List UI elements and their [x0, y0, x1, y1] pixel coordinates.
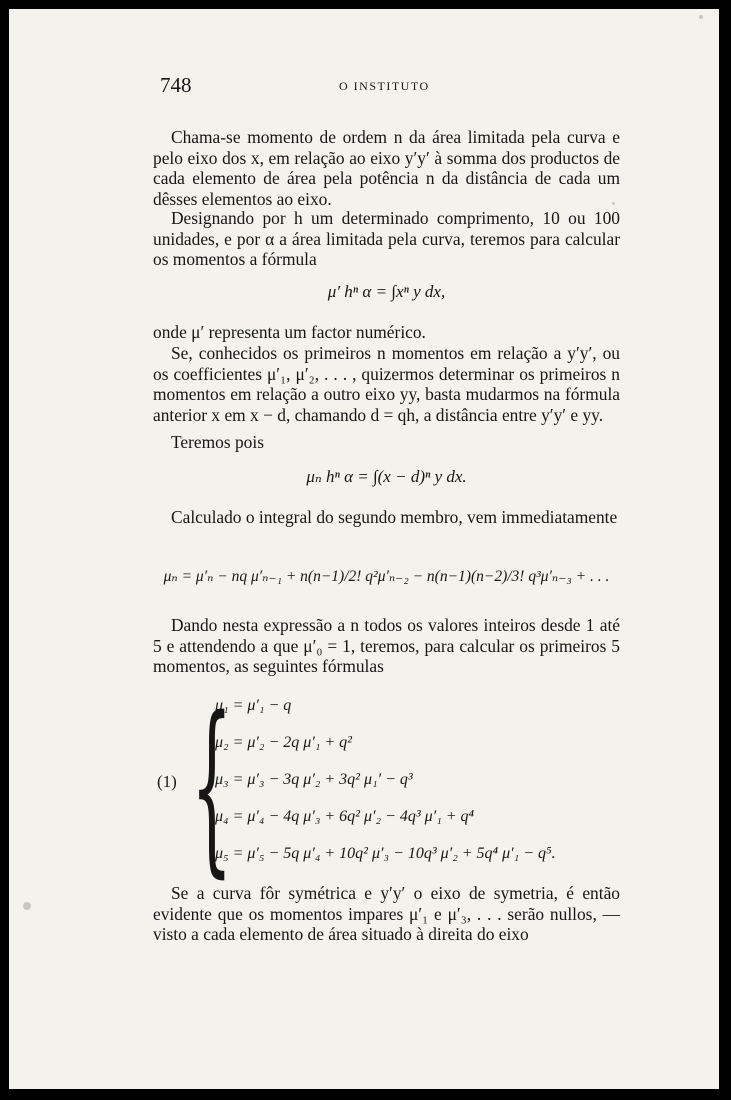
- system-line-3: μ₃ = μ′₃ − 3q μ′₂ + 3q² μ₁′ − q³: [215, 771, 413, 788]
- paper-speck: [699, 15, 703, 19]
- equation-shifted-moment: μₙ hⁿ α = ∫(x − d)ⁿ y dx.: [306, 467, 467, 486]
- paper-stain: [23, 902, 31, 910]
- system-line-1: μ₁ = μ′₁ − q: [215, 697, 292, 714]
- system-line-4: μ₄ = μ′₄ − 4q μ′₃ + 6q² μ′₂ − 4q³ μ′₁ + q⁴: [215, 808, 475, 825]
- paragraph-symmetry: Se a curva fôr symétrica e y′y′ o eixo de symetria, é então evidente que os momentos impares μ′₁ e μ′₃, . . . serão nullos, — visto a cada elemento de área situado à direita do eixo: [153, 883, 620, 944]
- equation-moment: μ′ hⁿ α = ∫xⁿ y dx,: [327, 282, 446, 301]
- left-brace: {: [191, 677, 233, 894]
- paper-speck: [612, 202, 615, 205]
- page-header: [9, 73, 719, 103]
- paragraph-values: Dando nesta expressão a n todos os valores inteiros desde 1 até 5 e attendendo a que μ′₀ = 1, teremos, para calcular os primeiros 5 momentos, as seguintes fórmulas: [153, 615, 620, 676]
- equation-expansion: μₙ = μ′ₙ − nq μ′ₙ₋₁ + n(n−1)/2! q²μ′ₙ₋₂ − n(n−1)(n−2)/3! q³μ′ₙ₋₃ + . . .: [163, 568, 610, 585]
- paragraph-moment-definition: Chama-se momento de ordem n da área limitada pela curva e pelo eixo dos x, em relação ao eixo y′y′ à somma dos productos de cada elemento de área pela potência n da distância de cada um dêsses elementos ao eixo.: [153, 127, 620, 209]
- running-title: O INSTITUTO: [339, 79, 430, 93]
- page-number: 748: [160, 73, 192, 97]
- paragraph-integral: Calculado o integral do segundo membro, vem immediatamente: [171, 507, 618, 527]
- system-label: (1): [157, 772, 177, 791]
- paragraph-factor: onde μ′ representa um factor numérico.: [153, 322, 426, 342]
- system-line-5: μ₅ = μ′₅ − 5q μ′₄ + 10q² μ′₃ − 10q³ μ′₂ + 5q⁴ μ′₁ − q⁵.: [215, 845, 556, 862]
- paragraph-moment-formula-intro: Designando por h um determinado comprimento, 10 ou 100 unidades, e por α a área limitada pela curva, teremos para calcular os momentos a fórmula: [153, 208, 620, 269]
- paragraph-teremos: Teremos pois: [171, 432, 264, 452]
- paragraph-axis-change: Se, conhecidos os primeiros n momentos em relação a y′y′, ou os coefficientes μ′₁, μ′₂, . . . , quizermos determinar os primeiros n momentos em relação a outro eixo yy, basta mudarmos na fórmula anterior x em x − d, chamando d = qh, a distância entre y′y′ e yy.: [153, 343, 620, 425]
- system-line-2: μ₂ = μ′₂ − 2q μ′₁ + q²: [215, 734, 352, 751]
- formula-system: [153, 677, 633, 894]
- scanned-page: [9, 9, 719, 1089]
